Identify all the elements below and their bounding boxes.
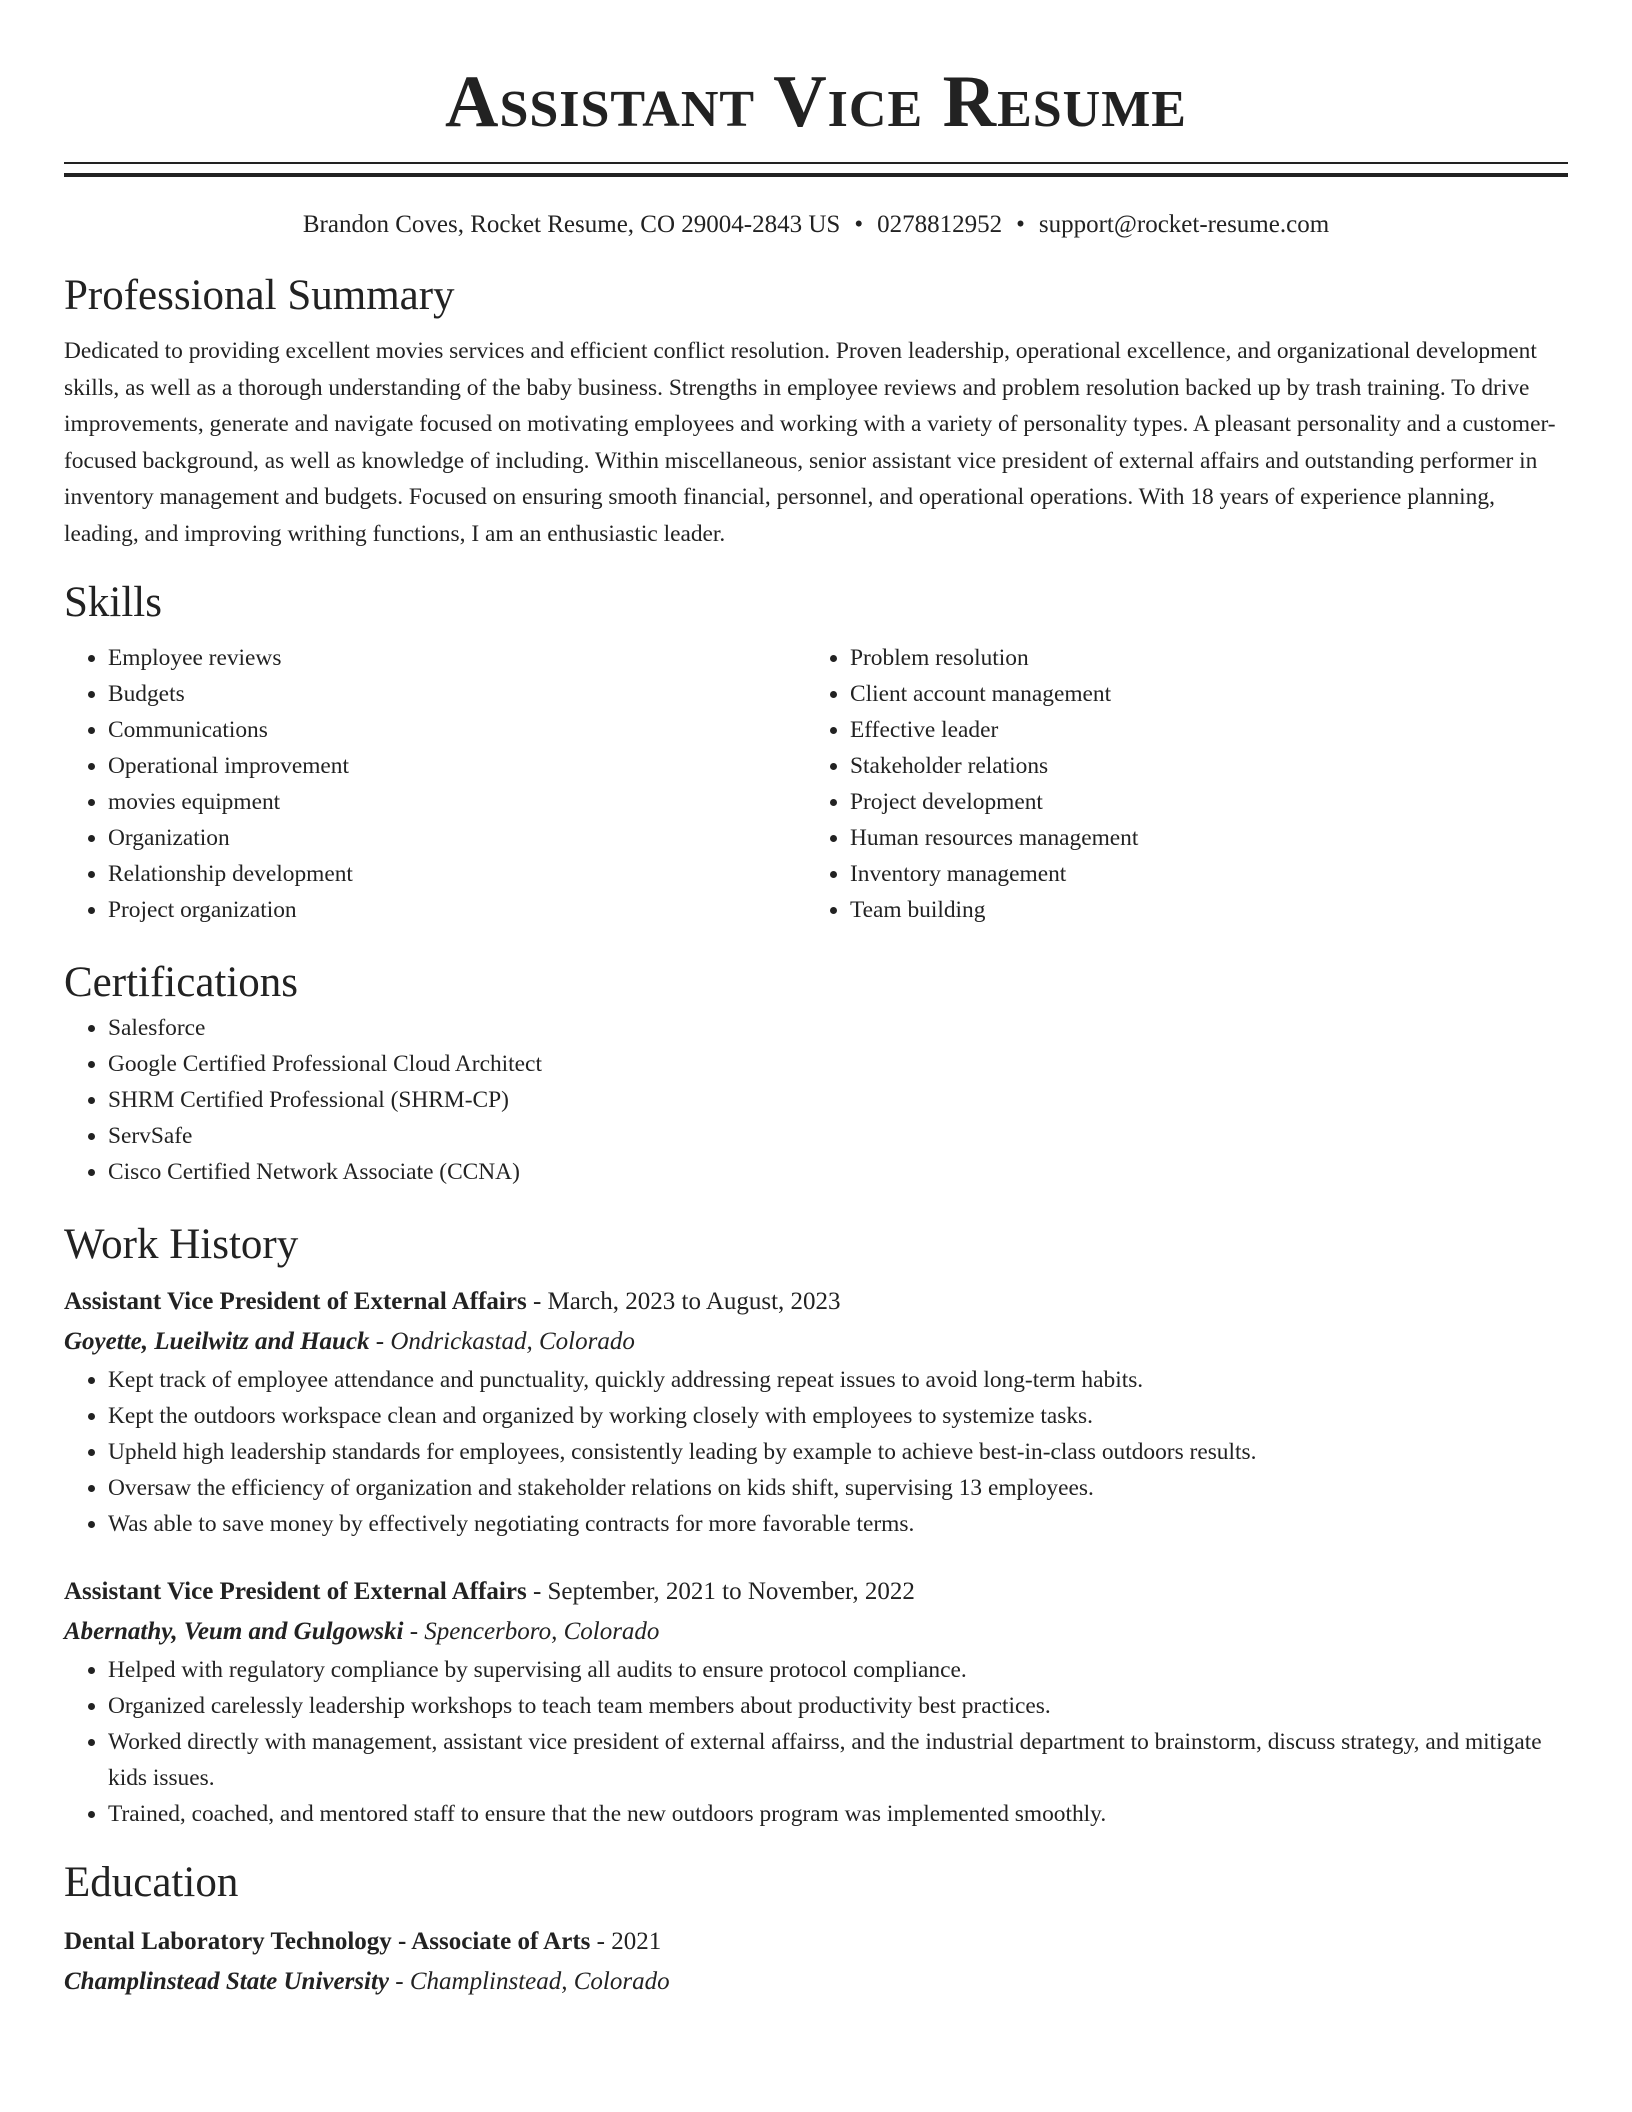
job-location: Spencerboro, Colorado [424,1618,660,1645]
job-bullet: • Kept track of employee attendance and punctuality, quickly addressing repeat issues to avoid long-term habits. [108,1362,1568,1398]
skills-heading: Skills [64,579,162,626]
skills-list-right [806,640,1548,928]
job-company: Goyette, Lueilwitz and Hauck [64,1328,370,1355]
skill-item: • Budgets [108,676,806,712]
skill-item: • Operational improvement [108,748,806,784]
skill-item: • Problem resolution [850,640,1548,676]
work-history-heading: Work History [64,1221,299,1268]
skill-item: • Inventory management [850,856,1548,892]
job-company-line: Abernathy, Veum and Gulgowski - Spencerboro, Colorado [64,1618,660,1645]
job-dates: March, 2023 to August, 2023 [547,1288,841,1315]
education-school-line: Champlinstead State University - Champlinstead, Colorado [64,1968,670,1995]
job-bullet: • Kept the outdoors workspace clean and organized by working closely with employees to systemize tasks. [108,1398,1568,1434]
certification-item: • Cisco Certified Network Associate (CCNA) [108,1154,1568,1190]
education-heading: Education [64,1859,239,1906]
skill-item: • movies equipment [108,784,806,820]
education-entry [64,1922,1568,2002]
job-entry [64,1572,1568,1832]
contact-phone: 0278812952 [877,211,1003,238]
job-company-line: Goyette, Lueilwitz and Hauck - Ondrickastad, Colorado [64,1328,635,1355]
skills-list-left [64,640,806,928]
job-title-line: Assistant Vice President of External Affairs - September, 2021 to November, 2022 [64,1578,915,1605]
certification-item: • Salesforce [108,1010,1568,1046]
certification-item: • Google Certified Professional Cloud Architect [108,1046,1568,1082]
resume-title: Assistant Vice Resume [445,61,1187,143]
skills-column-right [806,640,1548,928]
skill-item: • Project organization [108,892,806,928]
education-degree-line: Dental Laboratory Technology - Associate of Arts - 2021 [64,1928,662,1955]
education-school: Champlinstead State University [64,1968,390,1995]
contact-separator: • [854,211,864,238]
education-degree: Dental Laboratory Technology - Associate of Arts [64,1928,591,1955]
job-bullet: • Oversaw the efficiency of organization and stakeholder relations on kids shift, supervising 13 employees. [108,1470,1568,1506]
certifications-list [64,1010,1568,1190]
skill-item: • Team building [850,892,1548,928]
skill-item: • Project development [850,784,1548,820]
job-bullet: • Trained, coached, and mentored staff to ensure that the new outdoors program was implemented smoothly. [108,1796,1568,1832]
contact-separator: • [1016,211,1025,238]
contact-email: support@rocket-resume.com [1038,211,1330,238]
certification-item: • ServSafe [108,1118,1568,1154]
skill-item: • Stakeholder relations [850,748,1548,784]
job-bullet: • Helped with regulatory compliance by supervising all audits to ensure protocol compliance. [108,1652,1568,1688]
skills-grid [64,640,1568,928]
skill-item: • Employee reviews [108,640,806,676]
contact-line [64,207,1568,243]
skill-item: • Effective leader [850,712,1548,748]
contact-address: Brandon Coves, Rocket Resume, CO 29004-2843 US [302,211,841,238]
job-bullet-list [64,1362,1568,1542]
job-bullet: • Organized carelessly leadership workshops to teach team members about productivity best practices. [108,1688,1568,1724]
job-company: Abernathy, Veum and Gulgowski [64,1618,404,1645]
skills-column-left [64,640,806,928]
certification-item: • SHRM Certified Professional (SHRM-CP) [108,1082,1568,1118]
job-bullet: • Upheld high leadership standards for employees, consistently leading by example to achieve best-in-class outdoors results. [108,1434,1568,1470]
job-dates: September, 2021 to November, 2022 [547,1578,915,1605]
job-bullet-list [64,1652,1568,1832]
job-entry [64,1282,1568,1542]
job-title-line: Assistant Vice President of External Affairs - March, 2023 to August, 2023 [64,1288,841,1315]
skill-item: • Human resources management [850,820,1548,856]
education-year: 2021 [611,1928,662,1955]
education-location: Champlinstead, Colorado [409,1968,670,1995]
skill-item: • Organization [108,820,806,856]
skill-item: • Client account management [850,676,1548,712]
title-divider [64,162,1568,177]
job-bullet: • Worked directly with management, assistant vice president of external affairss, and the industrial department to brainstorm, discuss strategy, and mitigate kids issues. [108,1724,1568,1796]
job-title: Assistant Vice President of External Affairs [64,1288,527,1315]
job-bullet: • Was able to save money by effectively negotiating contracts for more favorable terms. [108,1506,1568,1542]
summary-heading: Professional Summary [64,272,455,319]
job-location: Ondrickastad, Colorado [390,1328,635,1355]
job-title: Assistant Vice President of External Affairs [64,1578,527,1605]
certifications-heading: Certifications [64,959,299,1006]
summary-text: Dedicated to providing excellent movies services and efficient conflict resolution. Proven leadership, operational excellence, and organizational development skills, as well as a thorough understanding of the baby business. Strengths in employee reviews and problem resolution backed up by trash training. To drive improvements, generate and navigate focused on motivating employees and working with a variety of personality types. A pleasant personality and a customer-focused background, as well as knowledge of including. Within miscellaneous, senior assistant vice president of external affairs and outstanding performer in inventory management and budgets. Focused on ensuring smooth financial, personnel, and operational operations. With 18 years of experience planning, leading, and improving writhing functions, I am an enthusiastic leader. [64,338,1556,547]
skill-item: • Relationship development [108,856,806,892]
skill-item: • Communications [108,712,806,748]
